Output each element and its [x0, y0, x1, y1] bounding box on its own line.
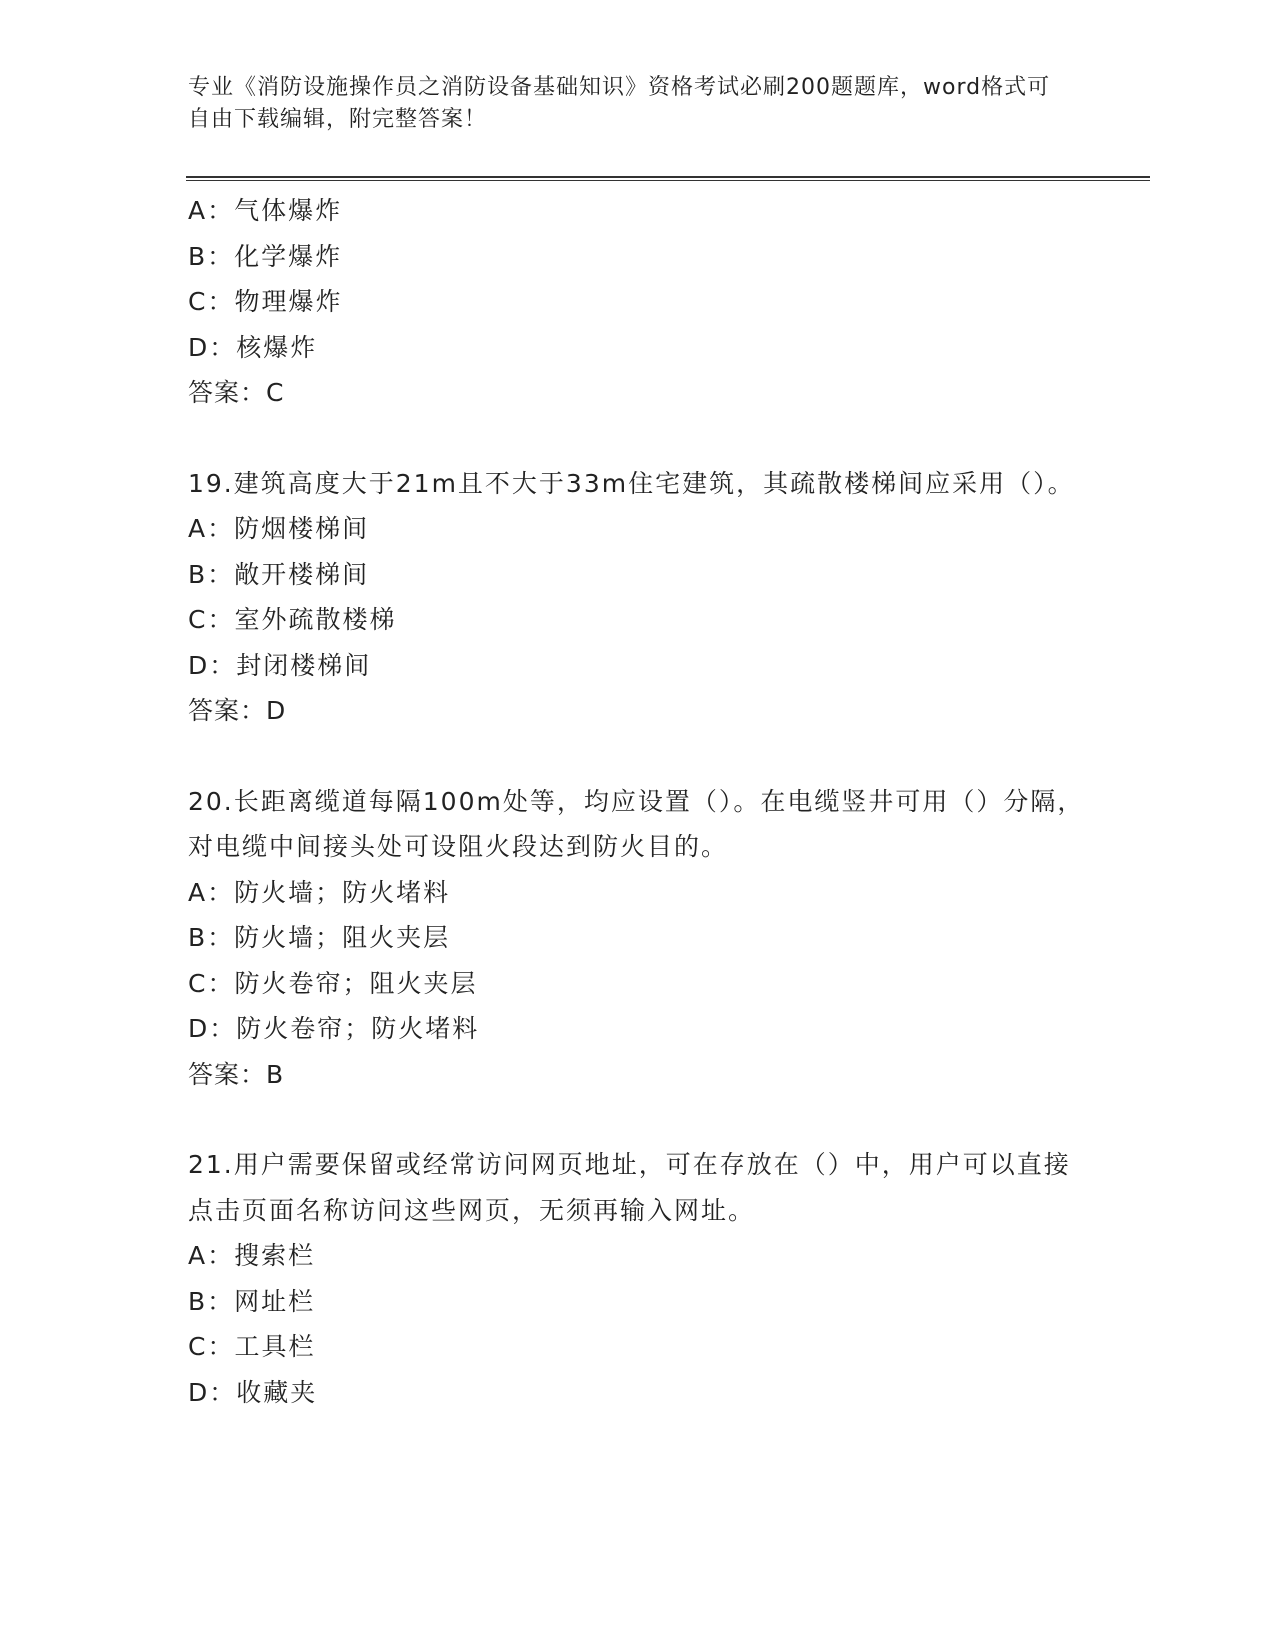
question-19-block: [188, 461, 1088, 734]
spacer: [188, 1097, 1088, 1142]
spacer: [188, 416, 1088, 461]
answer-line: 答案：C: [188, 378, 285, 407]
answer-line: 答案：D: [188, 696, 287, 725]
option-d: D：核爆炸: [188, 332, 318, 362]
option-c: C：室外疏散楼梯: [188, 605, 397, 634]
option-a: A：气体爆炸: [188, 196, 343, 225]
option-d: D：防火卷帘；防火堵料: [188, 1014, 480, 1043]
option-b: B：化学爆炸: [188, 241, 343, 271]
option-b: B：防火墙；阻火夹层: [188, 923, 451, 952]
document-header: 专业《消防设施操作员之消防设备基础知识》资格考试必刷200题题库，word格式可自由下载编辑，附完整答案！: [188, 75, 1051, 132]
option-a: A：搜索栏: [188, 1241, 316, 1270]
option-d: D：封闭楼梯间: [188, 650, 372, 680]
option-c: C：工具栏: [188, 1332, 316, 1361]
question-18-block: [188, 188, 1088, 416]
question-text: 19.建筑高度大于21m且不大于33m住宅建筑，其疏散楼梯间应采用（）。: [188, 468, 1075, 498]
answer-line: 答案：B: [188, 1059, 285, 1089]
option-a: A：防烟楼梯间: [188, 514, 370, 543]
option-c: C：物理爆炸: [188, 287, 343, 316]
question-21-block: [188, 1142, 1088, 1415]
option-d: D：收藏夹: [188, 1377, 318, 1407]
header-divider: [186, 176, 1150, 181]
question-20-block: [188, 779, 1088, 1098]
option-a: A：防火墙；防火堵料: [188, 877, 451, 907]
option-c: C：防火卷帘；阻火夹层: [188, 968, 478, 998]
question-text: 21.用户需要保留或经常访问网页地址，可在存放在（）中，用户可以直接点击页面名称访问这些网页，无须再输入网址。: [188, 1150, 1071, 1225]
question-content: [188, 188, 1088, 1415]
option-b: B：敞开楼梯间: [188, 559, 370, 589]
spacer: [188, 734, 1088, 779]
question-text: 20.长距离缆道每隔100m处等，均应设置（）。在电缆竖井可用（）分隔，对电缆中间接头处可设阻火段达到防火目的。: [188, 786, 1085, 861]
option-b: B：网址栏: [188, 1286, 316, 1316]
